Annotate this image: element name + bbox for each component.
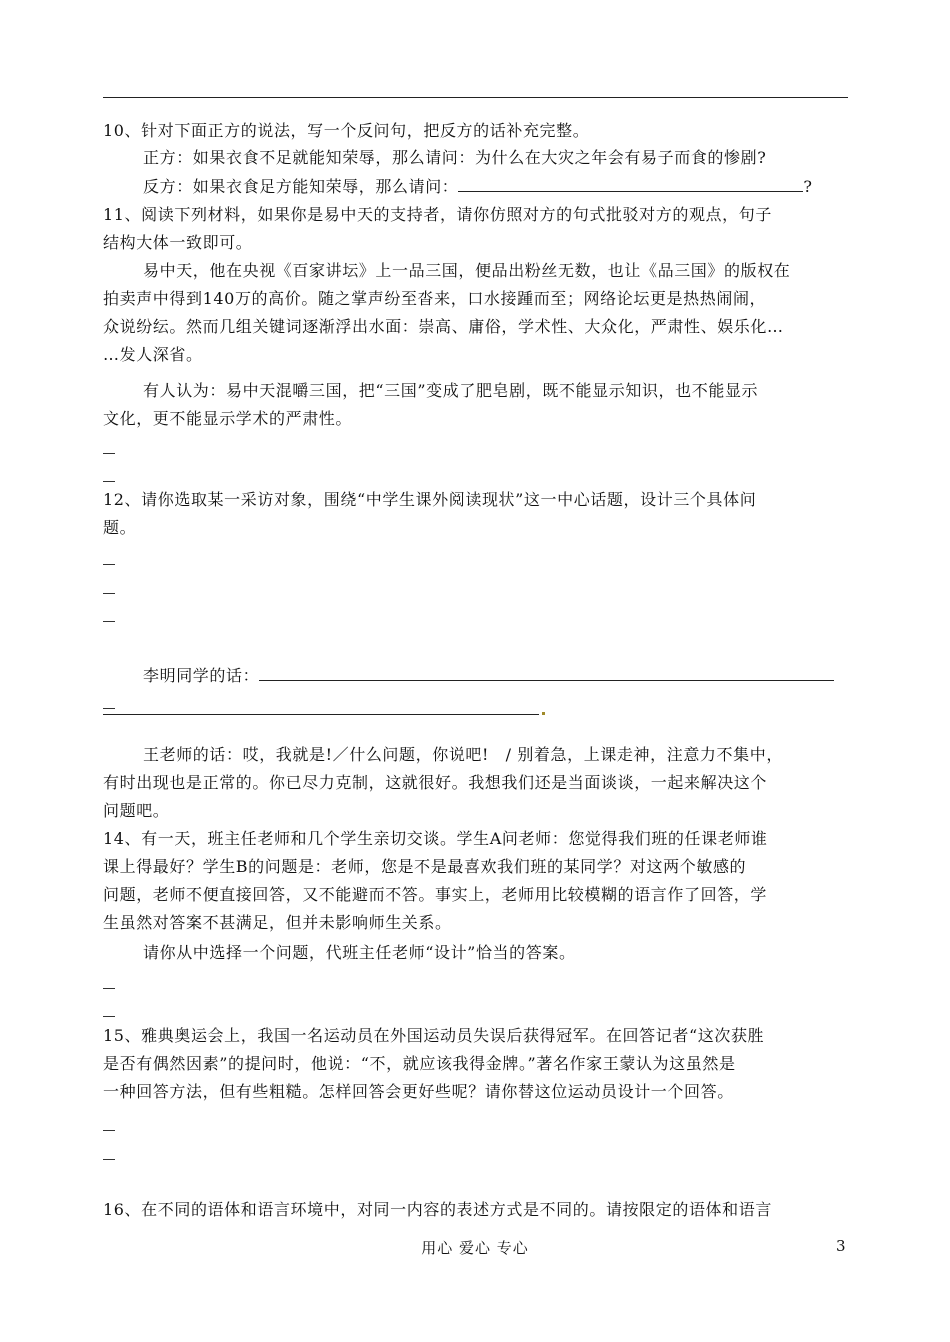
q15-stem-2: 是否有偶然因素”的提问时，他说：“不，就应该我得金牌。”著名作家王蒙认为这虽然是: [103, 1054, 736, 1073]
q12-answer-line-2[interactable]: [103, 593, 115, 594]
q13-answer-blank-2[interactable]: [103, 714, 539, 715]
header-rule: [103, 97, 848, 98]
q15-answer-line-2[interactable]: [103, 1159, 115, 1160]
q12-stem-1: 12、请你选取某一采访对象，围绕“中学生课外阅读现状”这一中心话题，设计三个具体问: [103, 490, 757, 509]
q14-stem-1: 14、有一天，班主任老师和几个学生亲切交谈。学生A问老师：您觉得我们班的任课老师谁: [103, 829, 768, 848]
q13-student: [143, 664, 848, 687]
q10-stem: 10、针对下面正方的说法，写一个反问句，把反方的话补充完整。: [103, 121, 590, 140]
q13-answer-blank-1[interactable]: [259, 664, 834, 681]
q12-answer-line-3[interactable]: [103, 621, 115, 622]
q14-stem-3: 问题，老师不便直接回答，又不能避而不答。事实上，老师用比较模糊的语言作了回答，学: [103, 885, 768, 904]
q13-teacher-2: 有时出现也是正常的。你已尽力克制，这就很好。我想我们还是当面谈谈，一起来解决这个: [103, 773, 768, 792]
stray-mark: [542, 712, 545, 715]
q14-stem-2: 课上得最好？学生B的问题是：老师，您是不是最喜欢我们班的某同学？对这两个敏感的: [103, 857, 747, 876]
q10-answer-blank[interactable]: [458, 175, 803, 192]
q11-answer-line-2[interactable]: [103, 481, 115, 482]
q11-p1-2: 拍卖声中得到140万的高价。随之掌声纷至沓来，口水接踵而至；网络论坛更是热热闹闹，: [103, 289, 767, 308]
q13-student-label: 李明同学的话：: [143, 666, 260, 685]
q11-answer-line-1[interactable]: [103, 453, 115, 454]
q13-answer-line-start[interactable]: [103, 708, 115, 709]
q11-p1-1: 易中天，他在央视《百家讲坛》上一品三国，便品出粉丝无数，也让《品三国》的版权在: [143, 261, 791, 280]
q12-answer-line-1[interactable]: [103, 564, 115, 565]
q15-stem-3: 一种回答方法，但有些粗糙。怎样回答会更好些呢？请你替这位运动员设计一个回答。: [103, 1082, 734, 1101]
q15-stem-1: 15、雅典奥运会上，我国一名运动员在外国运动员失误后获得冠军。在回答记者“这次获胜: [103, 1026, 765, 1045]
q13-teacher-1: 王老师的话：哎，我就是!／什么问题，你说吧! / 别着急，上课走神，注意力不集中，: [143, 745, 783, 764]
q10-pro: 正方：如果衣食不足就能知荣辱，那么请问：为什么在大灾之年会有易子而食的惨剧?: [143, 148, 767, 167]
q15-answer-line-1[interactable]: [103, 1130, 115, 1131]
q16-stem-1: 16、在不同的语体和语言环境中，对同一内容的表述方式是不同的。请按限定的语体和语言: [103, 1200, 772, 1219]
q11-p2-2: 文化，更不能显示学术的严肃性。: [103, 409, 353, 428]
q12-stem-2: 题。: [103, 518, 137, 537]
q11-stem-2: 结构大体一致即可。: [103, 233, 253, 252]
q11-p2-1: 有人认为：易中天混嚼三国，把“三国”变成了肥皂剧，既不能显示知识，也不能显示: [143, 381, 759, 400]
footer-slogan: 用心 爱心 专心: [421, 1239, 529, 1257]
q14-answer-line-2[interactable]: [103, 1016, 115, 1017]
q13-teacher-3: 问题吧。: [103, 801, 170, 820]
q11-p1-3: 众说纷纭。然而几组关键词逐渐浮出水面：崇高、庸俗，学术性、大众化，严肃性、娱乐化…: [103, 317, 784, 336]
q14-answer-line-1[interactable]: [103, 988, 115, 989]
q10-con-suffix: ?: [803, 177, 813, 196]
q10-con-prefix: 反方：如果衣食足方能知荣辱，那么请问：: [143, 177, 459, 196]
q11-p1-4: …发人深省。: [103, 345, 203, 364]
q10-con: [143, 175, 848, 198]
q14-task: 请你从中选择一个问题，代班主任老师“设计”恰当的答案。: [143, 943, 576, 962]
q14-stem-4: 生虽然对答案不甚满足，但并未影响师生关系。: [103, 913, 452, 932]
page-number: 3: [836, 1237, 846, 1255]
q11-stem-1: 11、阅读下列材料，如果你是易中天的支持者，请你仿照对方的句式批驳对方的观点，句子: [103, 205, 772, 224]
